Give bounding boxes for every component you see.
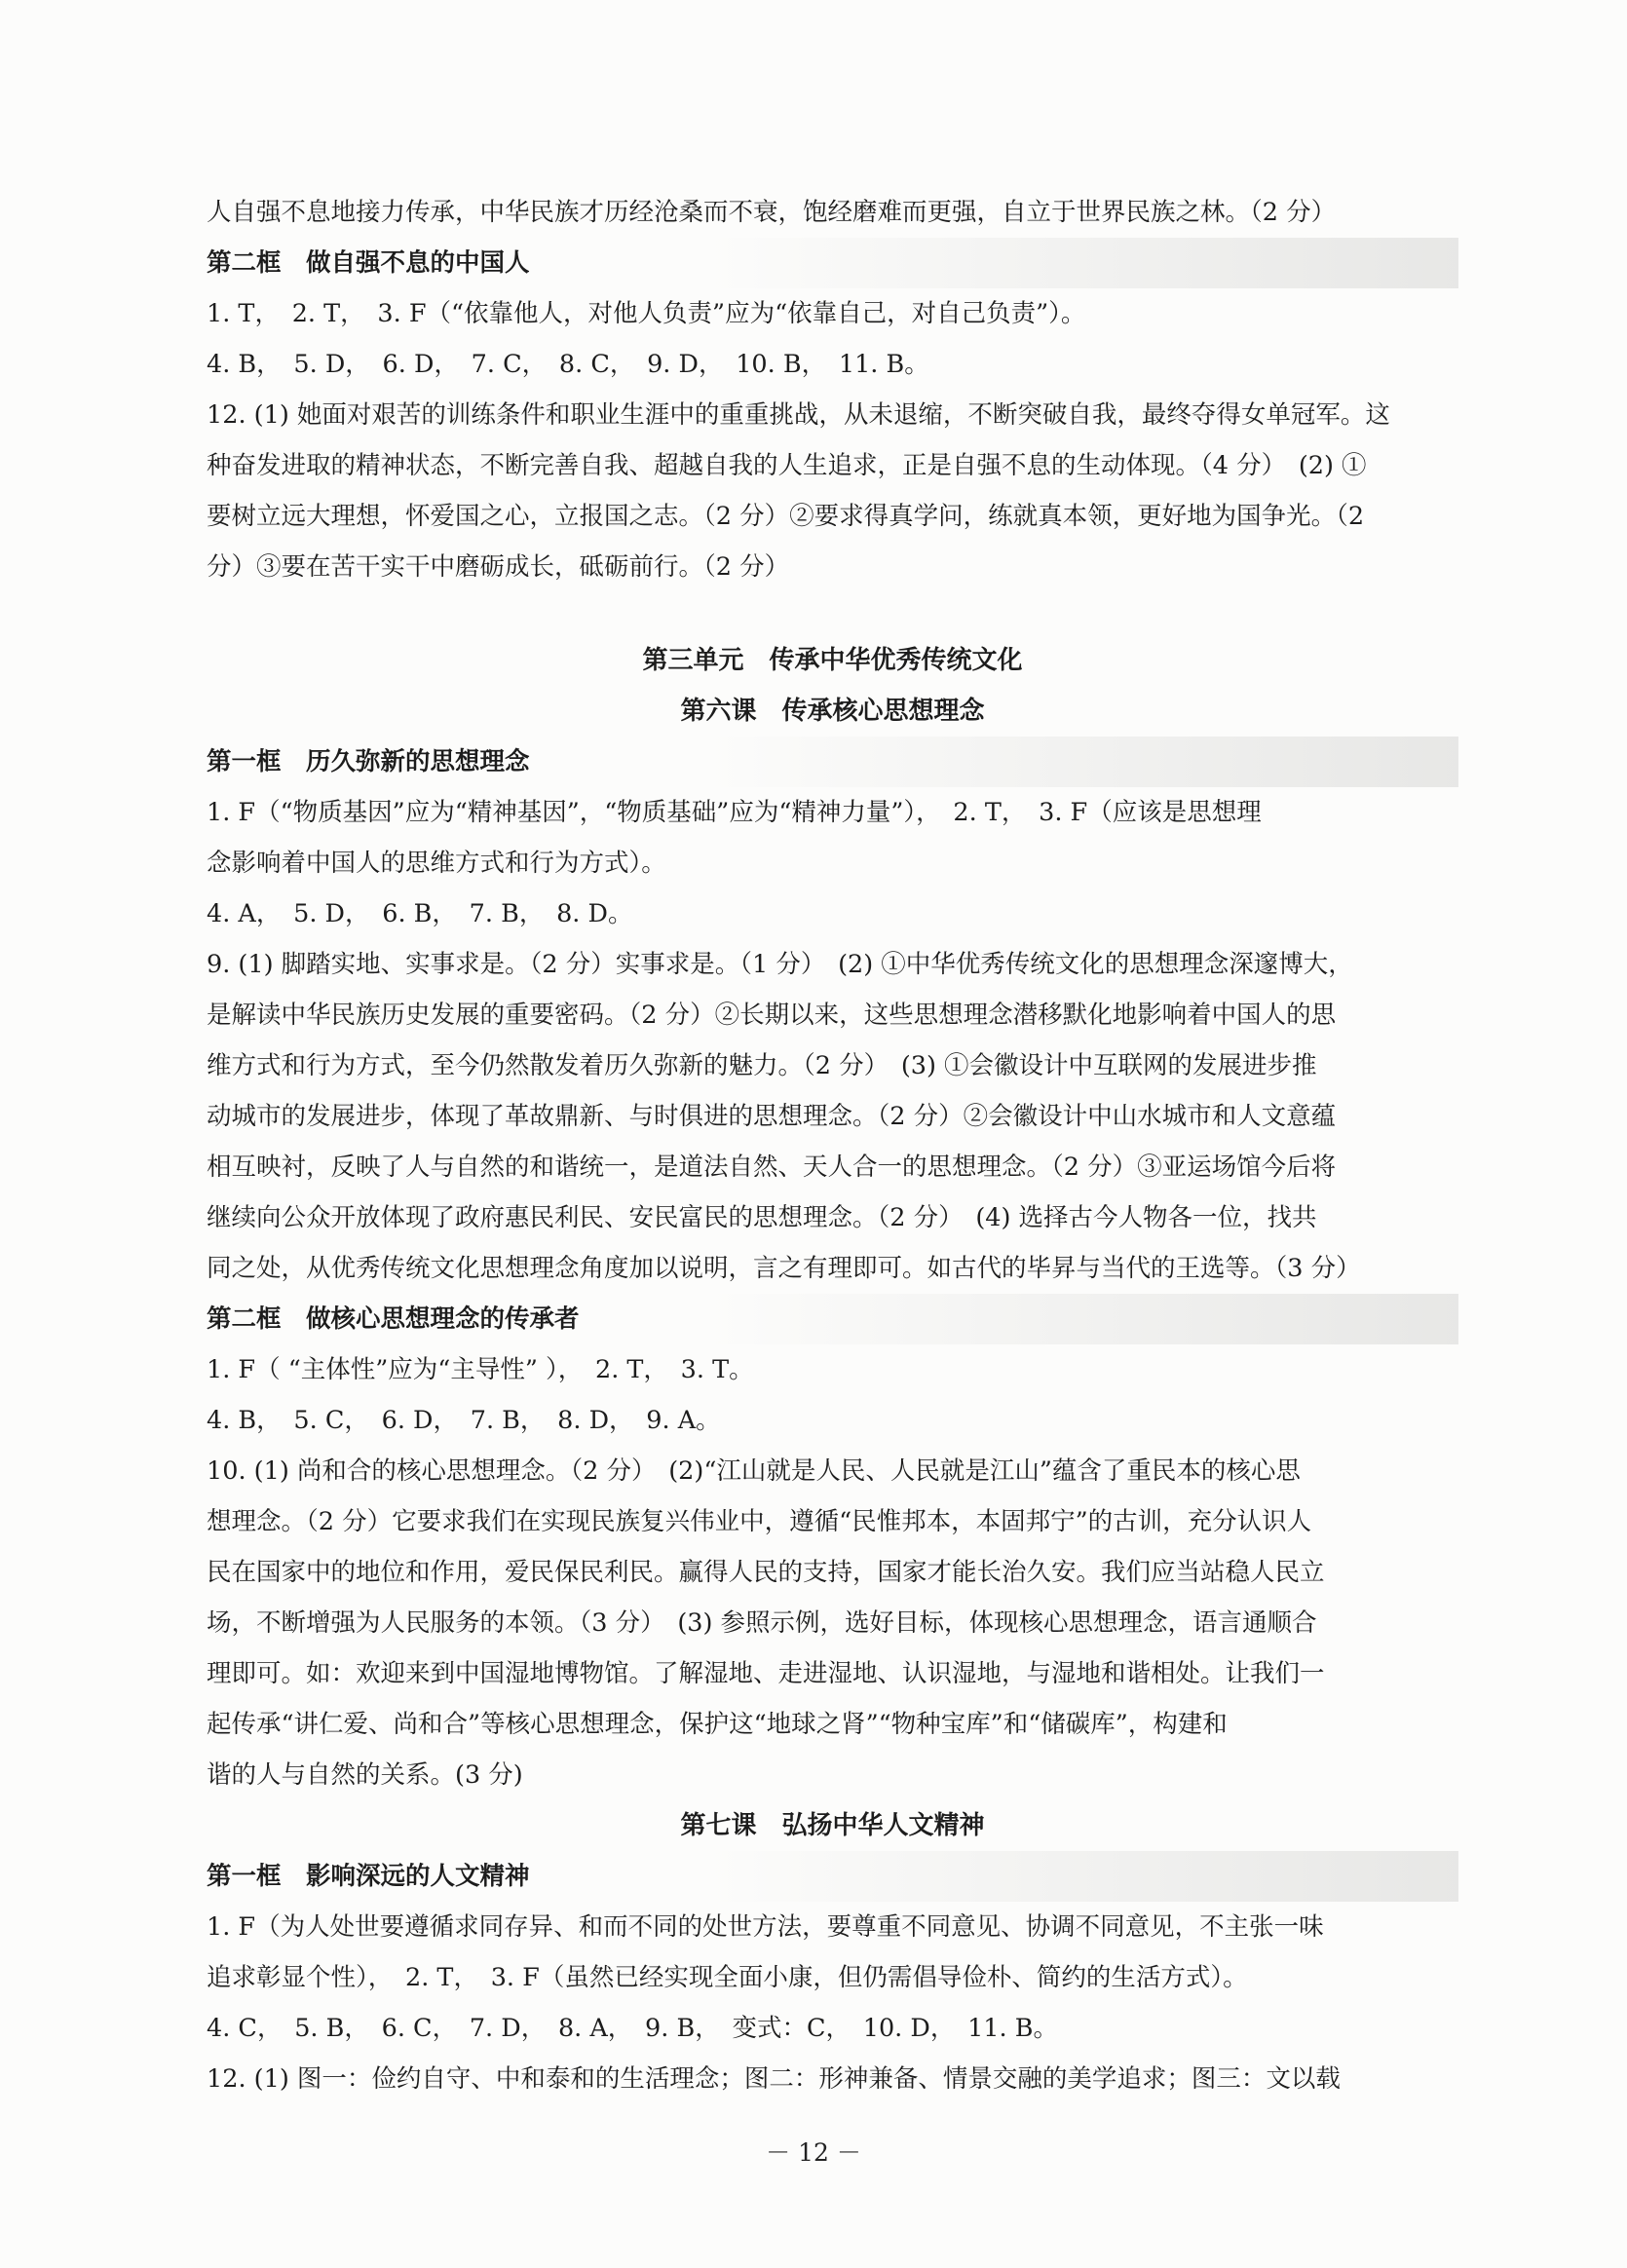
text-line: 维方式和行为方式，至今仍然散发着历久弥新的魅力。（2 分） (3) ①会徽设计中互联网的发展进步推 <box>207 1051 1317 1080</box>
text-line: 10. (1) 尚和合的核心思想理念。（2 分） (2)“江山就是人民、人民就是江山”蕴含了重民本的核心思 <box>207 1456 1301 1486</box>
text-line: 1. F（为人处世要遵循求同存异、和而不同的处世方法，要尊重不同意见、协调不同意见，不主张一味 <box>207 1912 1324 1942</box>
unit-title: 第三单元 传承中华优秀传统文化 <box>642 646 1023 675</box>
lesson-title: 第六课 传承核心思想理念 <box>680 697 985 726</box>
text-line: 人自强不息地接力传承，中华民族才历经沧桑而不衰，饱经磨难而更强，自立于世界民族之林。（2 分） <box>207 198 1337 227</box>
section-heading: 第二框 做核心思想理念的传承者 <box>207 1294 1458 1344</box>
text-line: 谐的人与自然的关系。(3 分) <box>207 1760 523 1790</box>
text-line: 分）③要在苦干实干中磨砺成长，砥砺前行。（2 分） <box>207 552 790 582</box>
text-line: 民在国家中的地位和作用，爱民保民利民。赢得人民的支持，国家才能长治久安。我们应当站稳人民立 <box>207 1558 1325 1587</box>
text-line: 起传承“讲仁爱、尚和合”等核心思想理念，保护这“地球之肾”“物种宝库”和“储碳库”，构建和 <box>207 1710 1228 1739</box>
text-line: 追求彰显个性）， 2. T， 3. F（虽然已经实现全面小康，但仍需倡导俭朴、简约的生活方式）。 <box>207 1963 1248 1992</box>
text-line: 12. (1) 图一：俭约自守、中和泰和的生活理念；图二：形神兼备、情景交融的美学追求；图三：文以载 <box>207 2064 1341 2094</box>
text-line: 4. B， 5. C， 6. D， 7. B， 8. D， 9. A。 <box>207 1406 721 1435</box>
text-line: 相互映衬，反映了人与自然的和谐统一，是道法自然、天人合一的思想理念。（2 分）③亚运场馆今后将 <box>207 1153 1337 1182</box>
section-heading: 第二框 做自强不息的中国人 <box>207 238 1458 288</box>
section-heading: 第一框 历久弥新的思想理念 <box>207 737 1458 787</box>
spacer <box>207 592 1458 635</box>
text-line: 同之处，从优秀传统文化思想理念角度加以说明，言之有理即可。如古代的毕昇与当代的王选等。（3 分） <box>207 1254 1361 1283</box>
text-line: 4. A， 5. D， 6. B， 7. B， 8. D。 <box>207 899 633 928</box>
text-line: 是解读中华民族历史发展的重要密码。（2 分）②长期以来，这些思想理念潜移默化地影响着中国人的思 <box>207 1001 1337 1030</box>
text-line: 种奋发进取的精神状态，不断完善自我、超越自我的人生追求，正是自强不息的生动体现。（4 分） (2) ① <box>207 451 1367 480</box>
text-line: 12. (1) 她面对艰苦的训练条件和职业生涯中的重重挑战，从未退缩，不断突破自我，最终夺得女单冠军。这 <box>207 400 1390 430</box>
text-line: 4. B， 5. D， 6. D， 7. C， 8. C， 9. D， 10. B， 11. B。 <box>207 350 929 379</box>
text-line: 想理念。（2 分）它要求我们在实现民族复兴伟业中，遵循“民惟邦本，本固邦宁”的古训，充分认识人 <box>207 1507 1312 1536</box>
text-line: 动城市的发展进步，体现了革故鼎新、与时俱进的思想理念。（2 分）②会徽设计中山水城市和人文意蕴 <box>207 1102 1337 1131</box>
text-line: 1. T， 2. T， 3. F（“依靠他人，对他人负责”应为“依靠自己，对自己负责”）。 <box>207 299 1086 328</box>
answer-column <box>207 187 1458 2104</box>
text-line: 要树立远大理想，怀爱国之心，立报国之志。（2 分）②要求得真学问，练就真本领，更好地为国争光。（2 <box>207 502 1365 531</box>
lesson-title: 第七课 弘扬中华人文精神 <box>680 1811 985 1840</box>
text-line: 理即可。如：欢迎来到中国湿地博物馆。了解湿地、走进湿地、认识湿地，与湿地和谐相处。让我们一 <box>207 1659 1325 1688</box>
text-line: 念影响着中国人的思维方式和行为方式）。 <box>207 849 666 878</box>
text-line: 4. C， 5. B， 6. C， 7. D， 8. A， 9. B， 变式：C， 10. D， 11. B。 <box>207 2014 1058 2043</box>
text-line: 场，不断增强为人民服务的本领。（3 分） (3) 参照示例，选好目标，体现核心思想理念，语言通顺合 <box>207 1608 1317 1638</box>
text-line: 1. F（“物质基因”应为“精神基因”，“物质基础”应为“精神力量”）， 2. T， 3. F（应该是思想理 <box>207 798 1262 827</box>
page-number: － 12 － <box>766 2138 861 2167</box>
text-line: 9. (1) 脚踏实地、实事求是。（2 分）实事求是。（1 分） (2) ①中华优秀传统文化的思想理念深邃博大， <box>207 950 1353 979</box>
text-line: 继续向公众开放体现了政府惠民利民、安民富民的思想理念。（2 分） (4) 选择古今人物各一位，找共 <box>207 1203 1317 1232</box>
text-line: 1. F（ “主体性”应为“主导性” ）， 2. T， 3. T。 <box>207 1355 754 1384</box>
section-heading: 第一框 影响深远的人文精神 <box>207 1851 1458 1902</box>
